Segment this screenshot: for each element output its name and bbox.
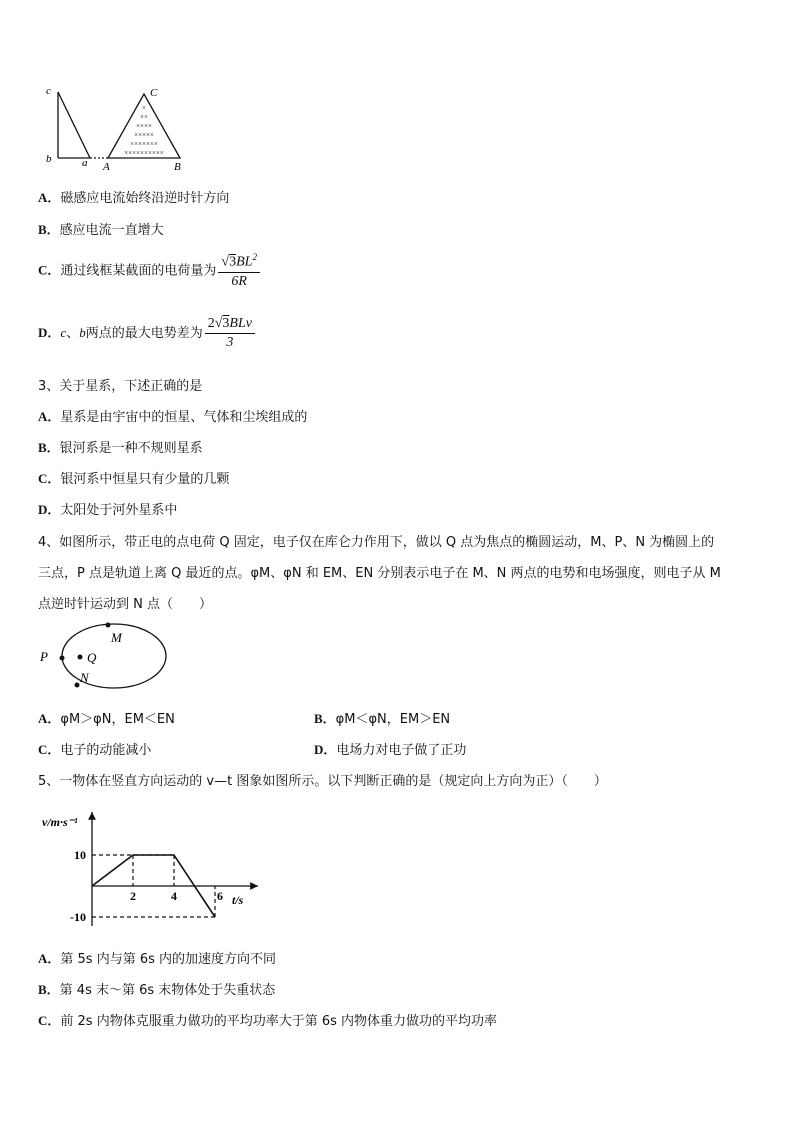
q2-option-b[interactable]: [38, 219, 164, 238]
q3-option-d[interactable]: D．太阳处于河外星系中: [38, 502, 178, 518]
option-label: A．: [38, 190, 61, 205]
voltage-formula: $\frac{\text{2√3BLv}}{3}$: [205, 316, 255, 351]
field-row: ××××: [136, 122, 152, 130]
vt-chart: [36, 806, 266, 934]
option-text: 两点的最大电势差为: [85, 326, 203, 341]
q5-stem: 5、一物体在竖直方向运动的 v—t 图象如图所示。以下判断正确的是（规定向上方向为正）（ ）: [38, 774, 607, 789]
q4-stem-line2: 三点，P 点是轨道上离 Q 最近的点。φM、φN 和 EM、EN 分别表示电子在 M、N 两点的电势和电场强度，则电子从 M: [38, 566, 721, 581]
y-tick-label: 10: [74, 848, 86, 862]
q2-option-a[interactable]: [38, 187, 229, 206]
q2-option-d[interactable]: D．c、b两点的最大电势差为 $\frac{\text{2√3BLv}}{3}$: [38, 316, 255, 351]
x-tick-label: 2: [130, 889, 136, 903]
q4-option-c[interactable]: C．电子的动能减小: [38, 742, 152, 758]
label-c: c: [46, 85, 51, 97]
x-tick-label: 4: [171, 889, 177, 903]
y-tick-label: -10: [70, 910, 86, 924]
q4-option-b[interactable]: B．φM＜φN，EM＞EN: [314, 711, 451, 727]
x-tick-label: 6: [217, 889, 223, 903]
field-row: ×××××: [134, 131, 154, 139]
label-N: N: [80, 670, 89, 685]
option-text: 通过线框某截面的电荷量为: [60, 263, 217, 279]
label-A: A: [103, 161, 110, 173]
field-row: ××××××××××: [124, 149, 164, 157]
fig-ellipse-orbit: [36, 620, 170, 696]
option-text: 磁感应电流始终沿逆时针方向: [60, 191, 230, 206]
q4-option-a[interactable]: A．φM＞φN，EM＜EN: [38, 711, 175, 727]
q3-option-a[interactable]: A．星系是由宇宙中的恒星、气体和尘埃组成的: [38, 409, 308, 425]
label-M: M: [111, 630, 122, 645]
y-axis-label: v/m·s⁻¹: [42, 815, 78, 829]
label-B: B: [174, 161, 181, 173]
q4-stem-line1: 4、如图所示，带正电的点电荷 Q 固定，电子仅在库仑力作用下，做以 Q 点为焦点的椭圆运动，M、P、N 为椭圆上的: [38, 535, 715, 550]
q5-option-c[interactable]: C．前 2s 内物体克服重力做功的平均功率大于第 6s 内物体重力做功的平均功率: [38, 1013, 498, 1029]
option-label: D．: [38, 325, 61, 340]
x-axis-label: t/s: [232, 893, 244, 907]
field-row: ×: [142, 104, 146, 112]
q4-stem-line3: 点逆时针运动到 N 点（ ）: [38, 597, 212, 612]
field-row: ×××××××: [130, 140, 158, 148]
charge-formula: $\frac{√3BL^2}{6R}$: [218, 252, 260, 290]
q3-option-c[interactable]: C．银河系中恒星只有少量的几颗: [38, 471, 230, 487]
q2-option-c[interactable]: [38, 252, 260, 290]
field-row: ××: [140, 113, 148, 121]
label-C: C: [150, 87, 158, 99]
q3-option-b[interactable]: B．银河系是一种不规则星系: [38, 440, 203, 456]
option-label: B．: [38, 222, 60, 237]
q5-option-b[interactable]: B．第 4s 末～第 6s 末物体处于失重状态: [38, 982, 276, 998]
q3-stem: 3、关于星系，下述正确的是: [38, 379, 203, 394]
label-a: a: [82, 157, 88, 169]
q4-option-d[interactable]: D．电场力对电子做了正功: [314, 742, 467, 758]
q5-option-a[interactable]: A．第 5s 内与第 6s 内的加速度方向不同: [38, 951, 277, 967]
option-text: 感应电流一直增大: [59, 223, 164, 238]
label-Q: Q: [87, 650, 97, 665]
label-b: b: [46, 153, 52, 165]
option-label: C．: [38, 262, 61, 278]
fig-triangles: [40, 84, 200, 180]
label-P: P: [40, 649, 48, 664]
